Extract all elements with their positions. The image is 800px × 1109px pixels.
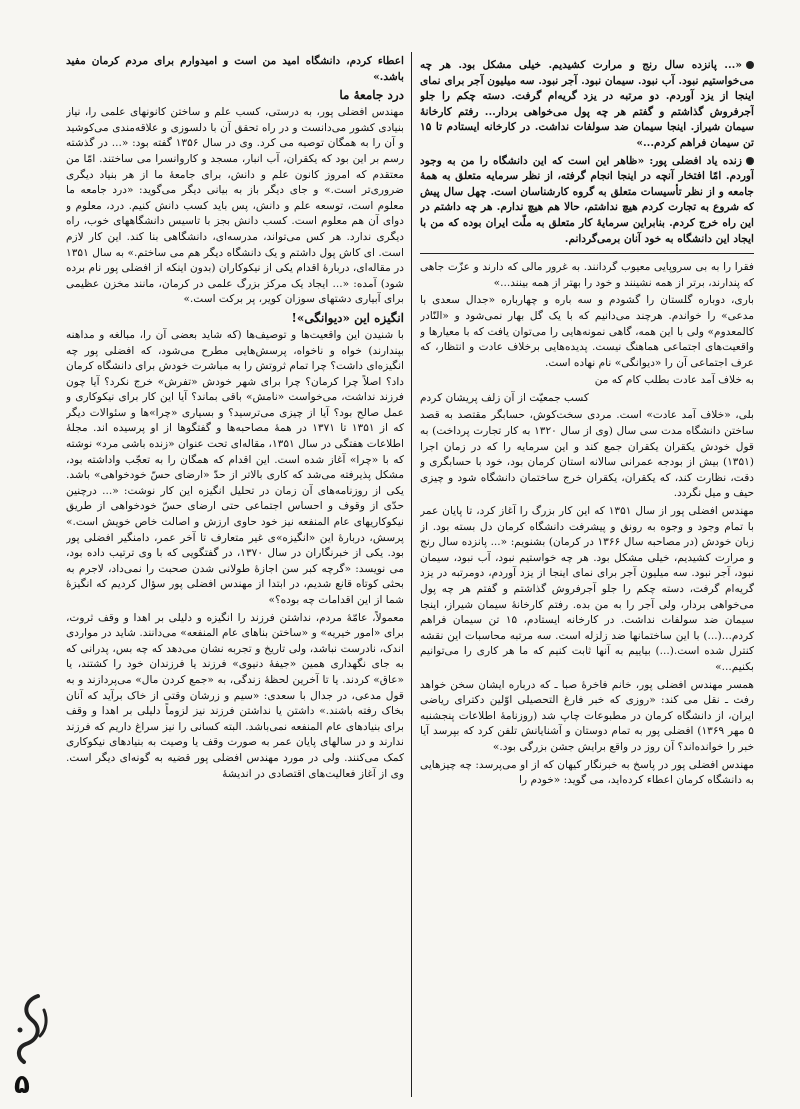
page-number: ۵	[14, 1070, 30, 1100]
kerman-logo	[8, 990, 54, 1070]
paragraph: باری، دوباره گلستان را گشودم و سه باره و چهارباره «جدال سعدی با مدعی» را خواندم. هرچند می‌دانیم که با یک گل بهار نمی‌شود و «النّادر کالمعدوم» ولی با این همه، گاهی نمونه‌هایی را می‌توان یافت که با معیارها و واقعیت‌های اجتماعی هماهنگ نیست. پدیده‌هایی برخلاف عادت و انتظار، که عرف اجتماعی آن را «دیوانگی» نام نهاده است.	[420, 294, 754, 369]
quote-paragraph: زنده یاد افضلی پور: «ظاهر این است که این دانشگاه را من به وجود آوردم. امّا افتخار آنچه در اینجا انجام گرفته، از نظر سرمایه متعلق به همهٔ جامعه و از نظر تأسیسات متعلق به گروه کارشناسان است. چهل سال پیش که شروع به تجارت کردم هیچ نداشتم، حالا هم هیچ ندارم. هر چه داشتم در این راه خرج کردم. بنابراین سرمایهٔ کار متعلق به ملّت ایران بوده که من با ایجاد این دانشگاه به خود آنان برمی‌گردانم.	[420, 154, 754, 245]
paragraph: مهندس افضلی پور، به درستی، کسب علم و ساختن کانونهای علمی را، نیاز بنیادی کشور می‌دانست و در راه تحقق آن با دلسوزی و علاقه‌مندی می‌کوشید و آن را به همگان توصیه می کرد. وی در سال ۱۳۵۶ گفته بود: «... در گذشته رسم بر این بود که یکقران، آب انبار، مسجد و کاروانسرا می ساختند. امّا من معتقدم که امروز کانون علم و دانش، برای جامعهٔ ما از هر بنیاد دیگری ضروری‌تر است.» و جای دیگر باز به بیانی دیگر می‌گوید: «درد جامعه ما معلوم است، توسعه علم و دانش، پس باید کسب دانش کنیم. درد، معلوم و دوای آن هم معلوم است. کسب دانش بجز با تاسیس دانشگاههای خوب، راه دیگری ندارد. هر کس می‌تواند، مدرسه‌ای، دانشگاهی بنا کند. این کار لازم است. ای کاش پول داشتم و یک دانشگاه دیگر هم می ساختم.» به سال ۱۳۵۱ در مقاله‌ای، دربارهٔ اقدام یکی از نیکوکاران (بدون اینکه از افضلی پور نام برده شود) آمده: «... ایجاد یک مرکز بزرگ علمی در کرمان، مانند مخزن عظیمی برای آبیاری دشتهای سوزان کویر، پر برکت است.»	[66, 106, 404, 306]
quote-paragraph: «... پانزده سال رنج و مرارت کشیدیم. خیلی مشکل بود. هر چه می‌خواستیم نبود. آب نبود. سیمان نبود. آجر نبود. سه میلیون آجر برای نمای اینجا از یزد آوردم. دو مرتبه در یزد گریه‌ام گرفت. دسته چکم را جلو آجرفروش گذاشتم و گفتم هر چه پول می‌خواهی بردار... رفتم کارخانهٔ سیمان شیراز. اینجا سیمان ضد سولفات نداشت. در کارخانه ایستادم تا ۱۵ تن سیمان فراهم کردم...»	[420, 59, 754, 149]
paragraph: معمولاً، عامّهٔ مردم، نداشتن فرزند را انگیزه و دلیلی بر اهدا و وقف ثروت، برای «امور خیریه» و «ساختن بناهای عام المنفعه» می‌دانند. شاید در مواردی اندک، نادرست نباشد، ولی تاریخ و تجربه نشان می‌دهد که چه بس، پدرانی که به جای نگهداری همین «جیفهٔ دنیوی» فرزند یا فرزندان خود را کشتند، یا «عاق» کردند. یا تا آخرین لحظهٔ زندگی، به «جمع کردن مال» می‌پردازند و به قول مدعی، در جدال با سعدی: «سیم و زرشان وقتی از خاک برآید که آنان بخاک رفته باشند.» داشتن یا نداشتن فرزند نیز لزوماً دلیلی بر اهدا و وقف برای بنیادهای عام المنفعه نمی‌باشد. البته کسانی را نیز سراغ داریم که فرزند ندارند و در سالهای پایان عمر به صورت وقف یا وصیت به بنیادهای نیکوکاری کمک می‌کنند. ولی در مورد مهندس افضلی پور قضیه به گونه‌ای دیگر است. وی از آغاز فعالیت‌های اقتصادی در اندیشهٔ	[66, 611, 404, 780]
section-heading: انگیزه این «دیوانگی»!	[291, 310, 404, 325]
section-heading: درد جامعهٔ ما	[339, 88, 404, 103]
paragraph: با شنیدن این واقعیت‌ها و توصیف‌ها (که شاید بعضی آن را، مبالغه و مداهنه بپندارند) خواه و ناخواه، پرسش‌هایی مطرح می‌شود، که افضلی پور چه انگیزه‌ای داشت؟ چرا تمام ثروتش را به مباشرت خودش برای دانشگاه کرمان داد؟ اصلاً چرا کرمان؟ چرا برای شهر خودش «تفرش» خرج نکرد؟ آیا چون فرزند نداشت، می‌خواست «نامش» باقی بماند؟ آیا این کار برای نیکوکاری و عمل صالح بود؟ آیا از چیزی می‌ترسید؟ و بسیاری «چرا»ها و سئوالات دیگر که از ۱۳۵۱ تا ۱۳۷۱ در همهٔ مصاحبه‌ها و گفتگوها از او پرسیده اند. مجلهٔ اطلاعات هفتگی در سال ۱۳۵۱، مقاله‌ای تحت عنوان «زنده باشی مرد» نوشته که با «چرا» آغاز شده است. این اقدام که همگان را به تعجّب واداشته بود، مشکل پذیرفته می‌شد که کاری بالاتر از حدّ «ارضای حسّ خودخواهی» باشد. یکی از روزنامه‌های آن زمان در تحلیل انگیزه این کار نوشت: «... درچنین حدّی از وقوف و احساس اجتماعی حتی ارضای حسّ خودخواهی از طریق نیکوکاریهای عام المنفعه نیز خود حاوی ارزش و اصالت خاص خویش است.» پرسش، دربارهٔ این «انگیزه»ی غیر متعارف تا آخر عمر، دامنگیر افضلی پور بود. یکی از خبرنگاران در سال ۱۳۷۰، در گفتگویی که با وی ترتیب داده بود، می نویسد: «گرچه کبر سن اجازهٔ طولانی شدن صحبت را نمی‌داد، لاجرم به بحثی کوتاه قانع شدیم، در ابتدا از مهندس افضلی پور سؤال کردیم که انگیزهٔ شما از این اقدامات چه بوده؟»	[66, 328, 404, 606]
right-column	[420, 58, 754, 1108]
bullet-icon	[746, 61, 754, 69]
verse-line: به خلاف آمد عادت بطلب کام که من	[594, 374, 754, 387]
paragraph: مهندس افضلی پور از سال ۱۳۵۱ که این کار بزرگ را آغاز کرد، تا پایان عمر با تمام وجود و وجوه به رونق و پیشرفت دانشگاه کرمان دل بسته بود. از زبان خودش (در مصاحبه سال ۱۳۶۶ در کرمان) بشنویم: «... پانزده سال رنج و مرارت کشیدیم، خیلی مشکل بود. هر چه خواستیم نبود، آب نبود، سیمان نبود، آجر نبود. سه میلیون آجر برای نمای اینجا از یزد آوردم، دومرتبه در یزد گریه‌ام گرفت، دسته چکم را جلو آجرفروش گذاشتم و گفتم هر چه پول می‌خواهی بردار، ولی آجر را به من بده. رفتم کارخانهٔ سیمان شیراز، اینجا سیمان ضد سولفات نداشت. در کارخانه ایستادم، ۱۵ تن سیمان فراهم کردم...(...) با این ساختمانها ضد زلزله است. سه مرتبه محاسبات این نقشه کنترل شده است.(...) بیاییم به آنها ثابت کنیم که ما هر کاری را می‌توانیم بکنیم...»	[420, 505, 754, 673]
paragraph: فقرا را به بی سروپایی معیوب گردانند. به غرور مالی که دارند و عزّت جاهی که پندارند، برتر از همه نشینند و خود را بهتر از همه بینند...»	[420, 261, 754, 289]
paragraph: اعطاء کردم، دانشگاه امید من است و امیدوارم برای مردم کرمان مفید باشد.»	[66, 55, 404, 83]
column-divider	[411, 52, 412, 1097]
paragraph: همسر مهندس افضلی پور، خانم فاخرهٔ صبا ـ که درباره ایشان سخن خواهد رفت ـ نقل می کند: «روزی که خبر فارغ التحصیلی اوّلین دکترای ریاضی ایران، از دانشگاه کرمان در مطبوعات چاپ شد (روزنامهٔ اطلاعات پنجشنبه ۵ مهر ۱۳۶۹) افضلی پور به تمام دوستان و آشنایانش تلفن کرد که بپرسد آیا خبر را خوانده‌اند؟ آن روز در واقع برایش جشن بزرگی بود.»	[420, 678, 754, 753]
bullet-icon	[746, 157, 754, 165]
quote-box	[420, 58, 754, 254]
paragraph: بلی، «خلاف آمد عادت» است. مردی سخت‌کوش، حسابگر مقتصد به قصد ساختن دانشگاه مدت سی سال (وی از سال ۱۳۲۰ به کار تجارت پرداخت) به قول خودش یکقران یکقران جمع کند و این سرمایه را که در زمان اجرا (۱۳۵۱) بیش از بودجه عمرانی سالانه استان کرمان بود، خود با حسابگری و دقت، نظارت کند، که یکقران، یکقران خرج ساختمان دانشگاه شود و چیزی حیف و میل نگردد.	[420, 409, 754, 500]
paragraph: مهندس افضلی پور در پاسخ به خبرنگار کیهان که از او می‌پرسد: چه چیزهایی به دانشگاه کرمان اعطاء کرده‌اید، می گوید: «خودم را	[420, 758, 754, 787]
verse-line: کسب جمعیّت از آن زلف پریشان کردم	[420, 391, 589, 404]
left-column	[66, 54, 404, 1054]
